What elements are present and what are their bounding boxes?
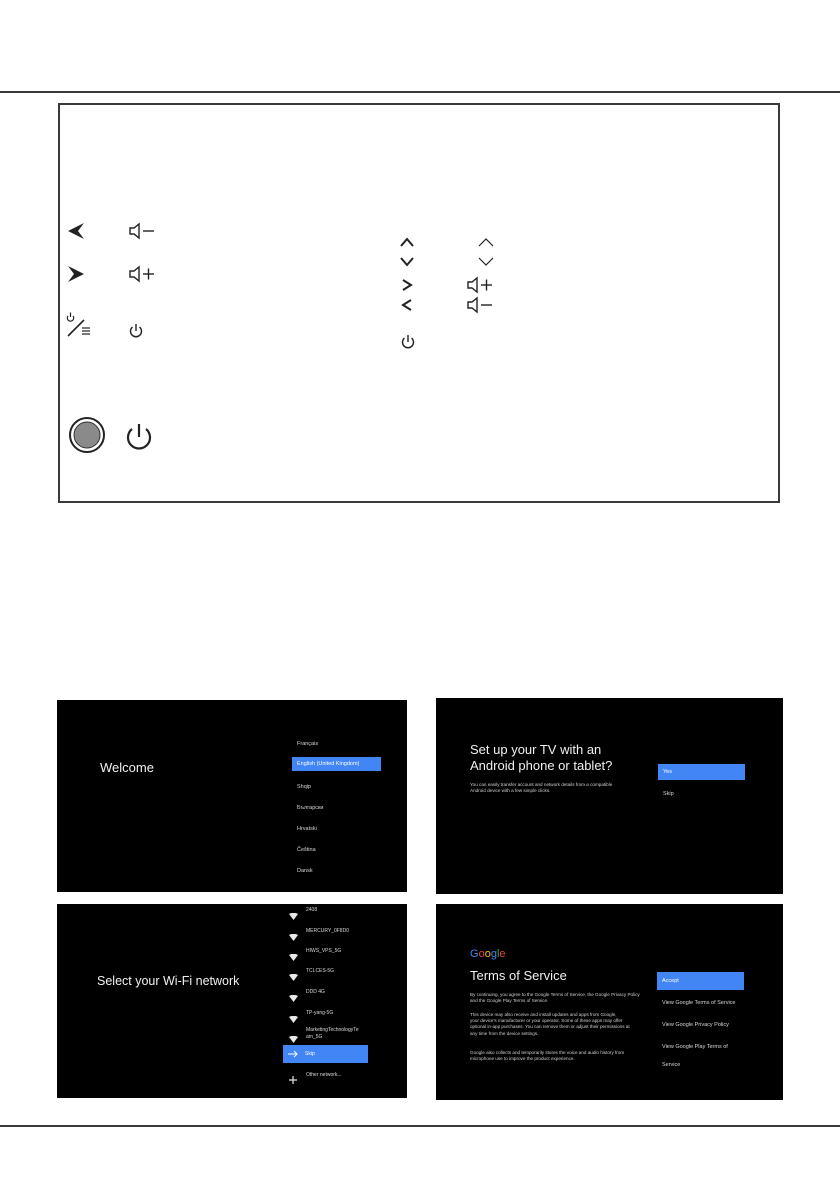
volume-down-icon (127, 222, 157, 240)
language-item[interactable]: Čeština (297, 847, 316, 853)
chevron-down-icon (399, 256, 415, 268)
language-item[interactable]: Hrvatski (297, 826, 317, 832)
controls-box (58, 103, 780, 503)
network-item[interactable]: 2408 (306, 907, 318, 913)
language-item[interactable]: Shqip (297, 784, 312, 790)
title-line: Set up your TV with an (470, 742, 602, 757)
volume-down-icon (465, 296, 495, 314)
power-icon (400, 334, 416, 350)
chevron-down-icon (477, 256, 495, 268)
chevron-left-icon (400, 298, 414, 312)
network-item[interactable]: DDD 4G (306, 989, 325, 995)
volume-up-icon (465, 276, 495, 294)
page-title: Terms of Service (470, 968, 567, 983)
tos-line: By continuing, you agree to the Google Terms of Service, the Google Privacy Policy (470, 992, 640, 997)
welcome-screen (57, 700, 407, 892)
tos-line: Google also collects and temporarily stores the voice and audio history from (470, 1050, 625, 1055)
skip-button[interactable] (283, 1045, 368, 1063)
footer-rule (0, 1125, 840, 1127)
tos-paragraph (470, 1050, 624, 1062)
wifi-icon (289, 1010, 298, 1028)
option-item[interactable]: Skip (663, 791, 674, 797)
tos-line: optional in-app purchases. You can remove them or adjust their permissions at (470, 1024, 630, 1030)
network-item[interactable]: TCLCES-5G (306, 968, 335, 974)
network-item[interactable]: MarketingTechnologyTe (306, 1027, 359, 1033)
page-title (470, 742, 612, 774)
network-item[interactable]: TP-yang-5G (306, 1010, 334, 1016)
desc-line: Android device with a few simple clicks. (470, 788, 551, 794)
language-item[interactable]: Français (297, 741, 319, 747)
option-item[interactable]: View Google Terms of Service (662, 1000, 736, 1006)
option-item[interactable]: Yes (658, 764, 745, 780)
title-line: Android phone or tablet? (470, 758, 613, 773)
plus-icon (289, 1071, 297, 1089)
language-item[interactable]: Dansk (297, 868, 313, 874)
skip-label: Skip (305, 1051, 315, 1057)
arrow-right-icon (288, 1050, 298, 1058)
arrow-right-icon (66, 264, 86, 284)
wifi-icon (289, 907, 298, 925)
chevron-right-icon (400, 278, 414, 292)
option-item[interactable]: Accept (657, 972, 744, 990)
round-button-icon (68, 416, 106, 454)
option-item[interactable]: View Google Play Terms of Service (662, 1044, 728, 1068)
wifi-icon (289, 989, 298, 1007)
network-item[interactable]: HIWS_VPS_5G (306, 948, 342, 954)
description (470, 782, 612, 794)
tos-paragraph (470, 1012, 630, 1037)
power-menu-icon (64, 312, 92, 338)
wifi-icon (289, 948, 298, 966)
arrow-left-icon (66, 221, 86, 241)
tos-line: any time from the device settings. (470, 1030, 539, 1036)
tos-line: microphone use to improve the product experience. (470, 1056, 575, 1062)
header-rule (0, 91, 840, 93)
page-title: Welcome (100, 760, 154, 775)
wifi-icon (289, 968, 298, 986)
tos-paragraph (470, 992, 640, 1004)
tos-line: your device's manufacturer or your operator. Some of these apps may offer (470, 1018, 623, 1024)
language-item[interactable]: Български (297, 805, 324, 811)
tos-line: This device may also receive and install updates and apps from Google, (470, 1012, 617, 1017)
desc-line: You can easily transfer account and network details from a compatible (470, 782, 613, 787)
network-item-continued: am_5G (306, 1034, 323, 1040)
other-network-item[interactable]: Other network... (306, 1072, 342, 1078)
power-icon (128, 323, 144, 339)
wifi-icon (289, 928, 298, 946)
chevron-up-icon (477, 236, 495, 248)
volume-up-icon (127, 265, 157, 283)
wifi-screen (57, 904, 407, 1098)
network-item[interactable]: MERCURY_0F8D0 (306, 928, 349, 934)
tos-screen (436, 904, 783, 1100)
power-icon (124, 422, 154, 452)
language-item[interactable]: English (United Kingdom) (292, 757, 381, 771)
setup-screen (436, 698, 783, 894)
chevron-up-icon (399, 236, 415, 248)
tos-line: and the Google Play Terms of Service. (470, 998, 549, 1004)
option-item[interactable]: View Google Privacy Policy (662, 1022, 729, 1028)
page-title: Select your Wi-Fi network (97, 974, 240, 988)
google-logo: Google (470, 948, 506, 960)
